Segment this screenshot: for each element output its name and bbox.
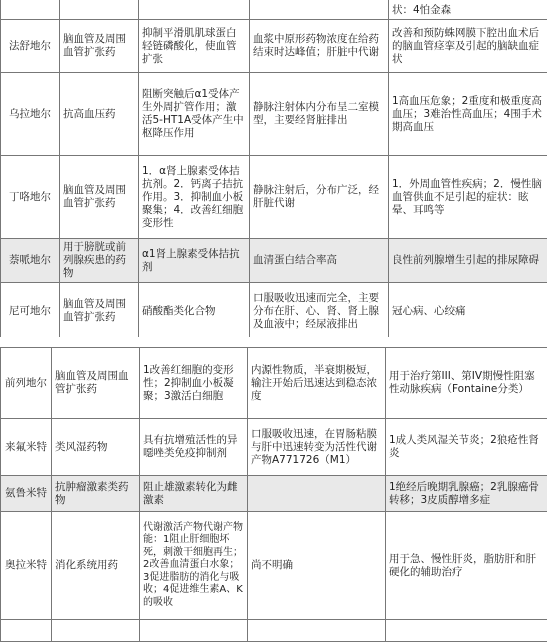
mechanism-cell: 抑制平滑肌肌球蛋白轻链磷酸化，使血管扩张 (139, 20, 250, 73)
pharmacokinetics-cell: 血浆中原形药物浓度在给药结束时达峰值；肝脏中代谢 (250, 20, 389, 73)
pharmacokinetics-cell: 尚不明确 (248, 512, 386, 620)
mechanism-cell (139, 0, 250, 20)
pharmacokinetics-cell: 静脉注射体内分布呈二室模型，主要经肾脏排出 (250, 73, 389, 156)
mechanism-cell (140, 620, 248, 642)
indication-cell (386, 620, 547, 642)
table-row (1, 73, 547, 156)
indication-cell: 用于治疗第III、第IV期慢性阻塞性动脉疾病（Fontaine分类） (386, 348, 547, 419)
drug-name-cell: 法舒地尔 (1, 20, 60, 73)
table-row (1, 20, 547, 73)
drug-category-cell: 类风湿药物 (52, 419, 140, 476)
indication-cell: 用于急、慢性肝炎，脂肪肝和肝硬化的辅助治疗 (386, 512, 547, 620)
mechanism-cell: 代谢激活产物代谢产物能：1阻止肝细胞坏死，刺激干细胞再生；2改善血清蛋白水象；3促进脂肪的消化与吸收；4促进维生素A、K的吸收 (140, 512, 248, 620)
drug-category-cell: 脑血管及周围血管扩张药 (60, 20, 139, 73)
indication-cell: 1绝经后晚期乳腺癌；2乳腺癌骨转移；3皮质醇增多症 (386, 476, 547, 512)
drug-category-cell: 用于膀胱或前列腺疾患的药物 (60, 239, 139, 283)
indication-cell: 1高血压危象；2重度和极重度高血压；3难治性高血压；4围手术期高血压 (389, 73, 547, 156)
drug-category-cell: 抗肿瘤激素类药物 (52, 476, 140, 512)
pharmacokinetics-cell: 静脉注射后，分布广泛，经肝脏代谢 (250, 156, 389, 239)
drug-name-cell: 前列地尔 (1, 348, 52, 419)
drug-name-cell: 来氟米特 (1, 419, 52, 476)
drug-category-cell: 脑血管及周围血管扩张药 (60, 156, 139, 239)
section-gap (0, 337, 547, 347)
table-row (1, 283, 547, 340)
drug-category-cell: 脑血管及周围血管扩张药 (60, 283, 139, 340)
drug-category-cell: 脑血管及周围血管扩张药 (52, 348, 140, 419)
drug-name-cell: 尼可地尔 (1, 283, 60, 340)
drug-table-bottom (0, 347, 547, 642)
indication-cell: 冠心病、心绞痛 (389, 283, 547, 340)
table-row (1, 620, 547, 642)
indication-cell: 良性前列腺增生引起的排尿障碍 (389, 239, 547, 283)
mechanism-cell: α1肾上腺素受体拮抗剂 (139, 239, 250, 283)
indication-cell: 改善和预防蛛网膜下腔出血术后的脑血管痉挛及引起的脑缺血症状 (389, 20, 547, 73)
indication-cell: 1．外周血管性疾病；2．慢性脑血管供血不足引起的症状：眩晕、耳鸣等 (389, 156, 547, 239)
drug-name-cell: 奥拉米特 (1, 512, 52, 620)
drug-category-cell (52, 620, 140, 642)
table-row (1, 512, 547, 620)
drug-category-cell (60, 0, 139, 20)
pharmacokinetics-cell: 血清蛋白结合率高 (250, 239, 389, 283)
mechanism-cell: 1．α肾上腺素受体拮抗剂。2．钙离子拮抗作用。3．抑制血小板聚集；4．改善红细胞变形性 (139, 156, 250, 239)
drug-name-cell: 丁咯地尔 (1, 156, 60, 239)
mechanism-cell: 具有抗增殖活性的异噁唑类免疫抑制剂 (140, 419, 248, 476)
table-row (1, 0, 547, 20)
drug-category-cell: 抗高血压药 (60, 73, 139, 156)
pharmacokinetics-cell (248, 476, 386, 512)
pharmacokinetics-cell (248, 620, 386, 642)
mechanism-cell: 1改善红细胞的变形性；2抑制血小板凝聚；3激活白细胞 (140, 348, 248, 419)
pharmacokinetics-cell: 内源性物质，半衰期极短，输注开始后迅速达到稳态浓度 (248, 348, 386, 419)
indication-cell: 1成人类风湿关节炎；2狼疮性肾炎 (386, 419, 547, 476)
table-row (1, 419, 547, 476)
pharmacokinetics-cell (250, 0, 389, 20)
drug-name-cell: 萘哌地尔 (1, 239, 60, 283)
drug-name-cell: 乌拉地尔 (1, 73, 60, 156)
table-row (1, 476, 547, 512)
drug-name-cell: 氨鲁米特 (1, 476, 52, 512)
pharmacokinetics-cell: 口服吸收迅速而完全，主要分布在肝、心、肾、肾上腺及血液中；经尿液排出 (250, 283, 389, 340)
mechanism-cell: 硝酸酯类化合物 (139, 283, 250, 340)
table-row (1, 239, 547, 283)
indication-cell: 状：4怕金森 (389, 0, 547, 20)
mechanism-cell: 阻止雄激素转化为雌激素 (140, 476, 248, 512)
mechanism-cell: 阻断突触后α1受体产生外周扩管作用；激活5-HT1A受体产生中枢降压作用 (139, 73, 250, 156)
pharmacokinetics-cell: 口服吸收迅速，在胃肠粘膜与肝中迅速转变为活性代谢产物A771726（M1） (248, 419, 386, 476)
drug-category-cell: 消化系统用药 (52, 512, 140, 620)
table-row (1, 348, 547, 419)
table-row (1, 156, 547, 239)
drug-name-cell (1, 620, 52, 642)
drug-name-cell (1, 0, 60, 20)
